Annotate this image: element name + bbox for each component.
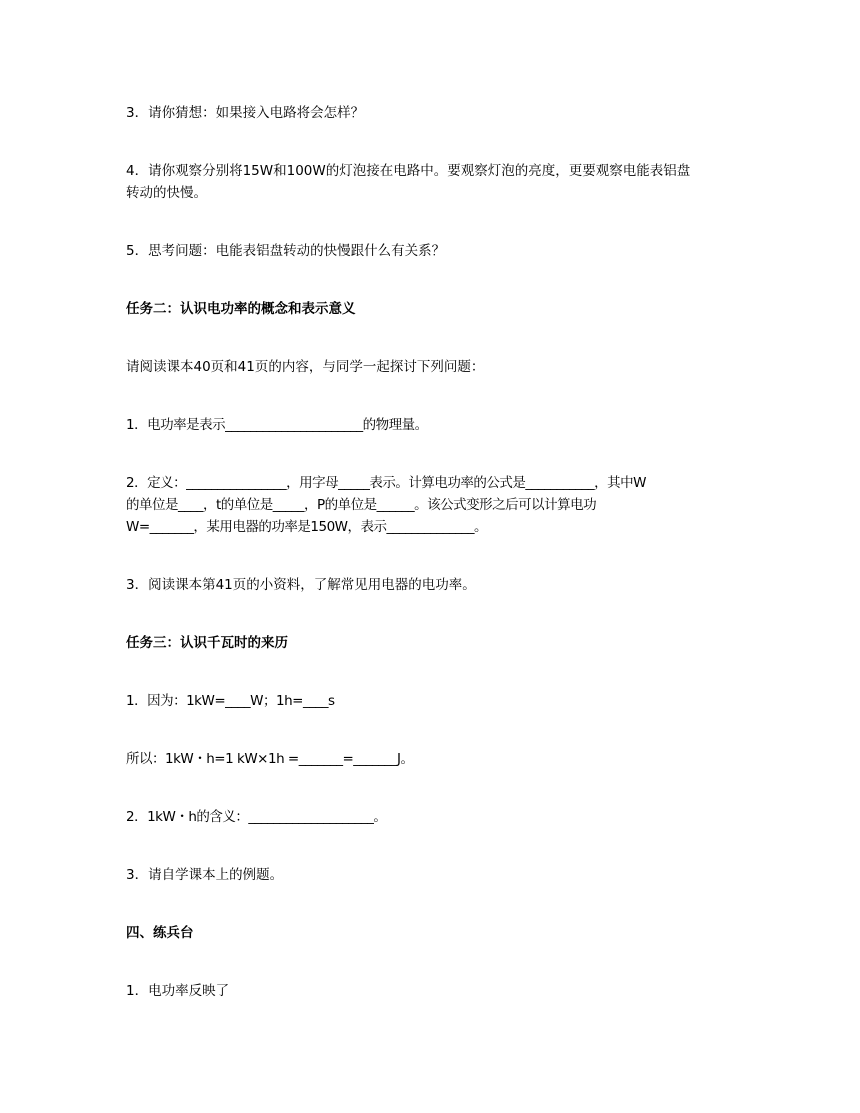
task-3-question-3: 3．请自学课本上的例题。: [126, 867, 284, 883]
task-2-question-2-line-2: 的单位是____，t的单位是_____，P的单位是______。该公式变形之后可以计算电功: [126, 497, 597, 513]
task-3-question-2: 2．1kW・h的含义：____________________。: [126, 809, 387, 825]
task-2-question-3: 3．阅读课本第41页的小资料，了解常见用电器的电功率。: [126, 577, 476, 593]
reading-instruction: 请阅读课本40页和41页的内容，与同学一起探讨下列问题：: [126, 359, 485, 375]
question-4-line-1: 4．请你观察分别将15W和100W的灯泡接在电路中。要观察灯泡的亮度，更要观察电能表铝盘: [126, 163, 691, 179]
question-5: 5．思考问题：电能表铝盘转动的快慢跟什么有关系？: [126, 243, 446, 259]
task-3-heading: 任务三：认识千瓦时的来历: [126, 635, 288, 651]
task-2-question-2-line-1: 2．定义：________________，用字母_____表示。计算电功率的公式是___________，其中W: [126, 475, 646, 491]
question-4-line-2: 转动的快慢。: [126, 185, 207, 201]
task-3-question-1: 1．因为：1kW=____W；1h=____s: [126, 693, 335, 709]
task-3-conclusion: 所以：1kW・h=1 kW×1h =_______=_______J。: [126, 751, 414, 767]
task-2-question-1: 1．电功率是表示______________________的物理量。: [126, 417, 428, 433]
question-3: 3．请你猜想：如果接入电路将会怎样？: [126, 105, 365, 121]
task-2-heading: 任务二：认识电功率的概念和表示意义: [126, 301, 356, 317]
task-2-question-2-line-3: W=_______，某用电器的功率是150W，表示______________。: [126, 519, 488, 535]
practice-question-1: 1．电功率反映了: [126, 983, 230, 999]
section-4-heading: 四、练兵台: [126, 925, 194, 941]
